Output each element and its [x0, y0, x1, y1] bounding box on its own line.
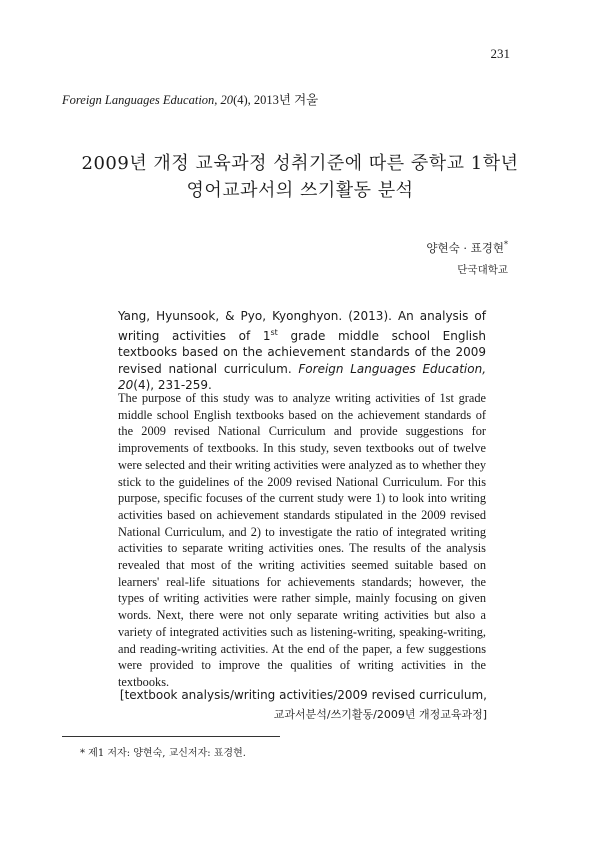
- footnote-divider: [62, 736, 280, 737]
- title-line-2: 영어교과서의 쓰기활동 분석: [186, 180, 414, 201]
- keywords-english: [textbook analysis/writing activities/2009 revised curriculum,: [119, 688, 487, 702]
- citation-part-3: (4), 231-259.: [133, 378, 212, 392]
- footnote: * 제1 저자: 양현숙, 교신저자: 표경현.: [80, 748, 246, 759]
- citation-journal: Foreign Languages Education, 20: [118, 361, 487, 392]
- author-names-text: 양현숙 · 표경현: [426, 241, 504, 255]
- abstract-text: The purpose of this study was to analyze writing activities of 1st grade middle school English textbooks based on the achievement standards of the 2009 revised National Curriculum and provide suggestions for improvements of textbooks. In this study, seven textbooks out of twelve were selected and their writing activities were analyzed as to whether they stick to the guidelines of the 2009 revised National Curriculum. For this purpose, specific focuses of the current study were 1) to look into writing activities based on achievement standards stipulated in the 2009 revised National Curriculum, and 2) to investigate the ratio of integrated writing activities to separate writing activities ones. The results of the analysis revealed that most of the writing activities seemed suitable based on learners' real-life situations for achievements standards; however, the types of writing activities were rather simple, mainly focusing on given words. Next, there were not only separate writing activities but also a variety of integrated activities such as listening-writing, speaking-writing, and reading-writing activities. At the end of the paper, a few suggestions were provided to improve the qualities of writing activities in the textbooks.: [118, 391, 486, 689]
- journal-citation-header: [62, 90, 318, 108]
- citation-part-2: grade middle school English textbooks based on the achievement standards of the 2009 revised national curriculum.: [118, 328, 486, 376]
- page-number: 231: [490, 46, 510, 61]
- corresponding-marker: *: [504, 240, 508, 250]
- author-names: [426, 240, 508, 256]
- author-affiliation: 단국대학교: [457, 264, 508, 276]
- citation-block: [118, 308, 486, 394]
- title-line-1: 2009년 개정 교육과정 성취기준에 따른 중학교 1학년: [81, 153, 519, 174]
- journal-issue: (4), 2013년 겨울: [233, 93, 319, 107]
- paper-title: [60, 150, 540, 204]
- citation-superscript: st: [270, 327, 278, 337]
- keywords-korean: 교과서분석/쓰기활동/2009년 개정교육과정]: [273, 708, 487, 721]
- citation-part-1: Yang, Hyunsook, & Pyo, Kyonghyon. (2013). An analysis of writing activities of 1: [118, 309, 486, 343]
- journal-name: Foreign Languages Education, 20: [62, 93, 234, 107]
